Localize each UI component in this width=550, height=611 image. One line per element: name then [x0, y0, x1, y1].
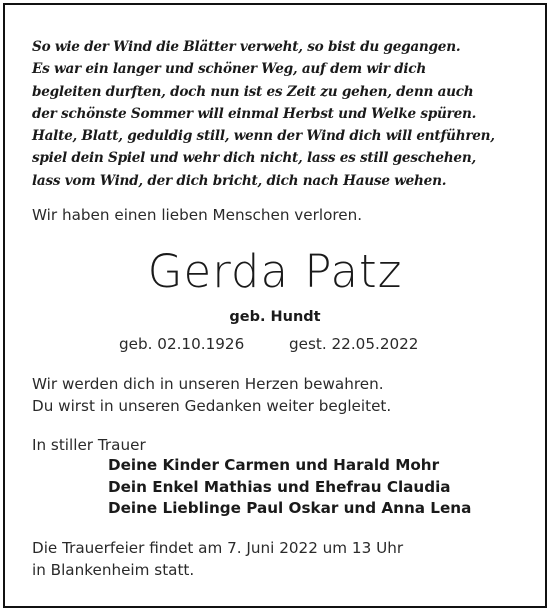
service-info	[32, 537, 403, 581]
memory-line: Du wirst in unseren Gedanken weiter begleitet.	[32, 397, 392, 415]
poem-line: lass vom Wind, der dich bricht, dich nach Hause wehen.	[32, 172, 447, 189]
poem-line: spiel dein Spiel und wehr dich nicht, lass es still geschehen,	[32, 150, 476, 167]
memory-line: Wir werden dich in unseren Herzen bewahren.	[32, 375, 384, 393]
memory-text	[32, 373, 391, 417]
poem-line: Halte, Blatt, geduldig still, wenn der Wind dich will entführen,	[32, 128, 495, 145]
deceased-name: Gerda Patz	[147, 245, 403, 298]
maiden-name: geb. Hundt	[229, 309, 321, 325]
service-line: Die Trauerfeier findet am 7. Juni 2022 um 13 Uhr	[32, 539, 404, 557]
poem-line: Es war ein langer und schöner Weg, auf dem wir dich	[32, 61, 426, 78]
mourner-line: Deine Kinder Carmen und Harald Mohr	[108, 456, 440, 474]
poem-line: begleiten durften, doch nun ist es Zeit zu gehen, denn auch	[32, 83, 474, 100]
poem-line: der schönste Sommer will einmal Herbst und Welke spüren.	[32, 105, 477, 122]
poem-line: So wie der Wind die Blätter verweht, so bist du gegangen.	[32, 39, 461, 55]
poem	[32, 36, 495, 192]
mourner-line: Deine Lieblinge Paul Oskar und Anna Lena	[108, 499, 472, 517]
mourner-line: Dein Enkel Mathias und Ehefrau Claudia	[108, 477, 451, 496]
death-date: gest. 22.05.2022	[289, 335, 419, 353]
mourning-intro: In stiller Trauer	[32, 436, 146, 454]
intro-text: Wir haben einen lieben Menschen verloren.	[32, 206, 363, 224]
mourners-list	[108, 455, 471, 520]
birth-date: geb. 02.10.1926	[119, 335, 245, 353]
service-line: in Blankenheim statt.	[32, 561, 195, 579]
